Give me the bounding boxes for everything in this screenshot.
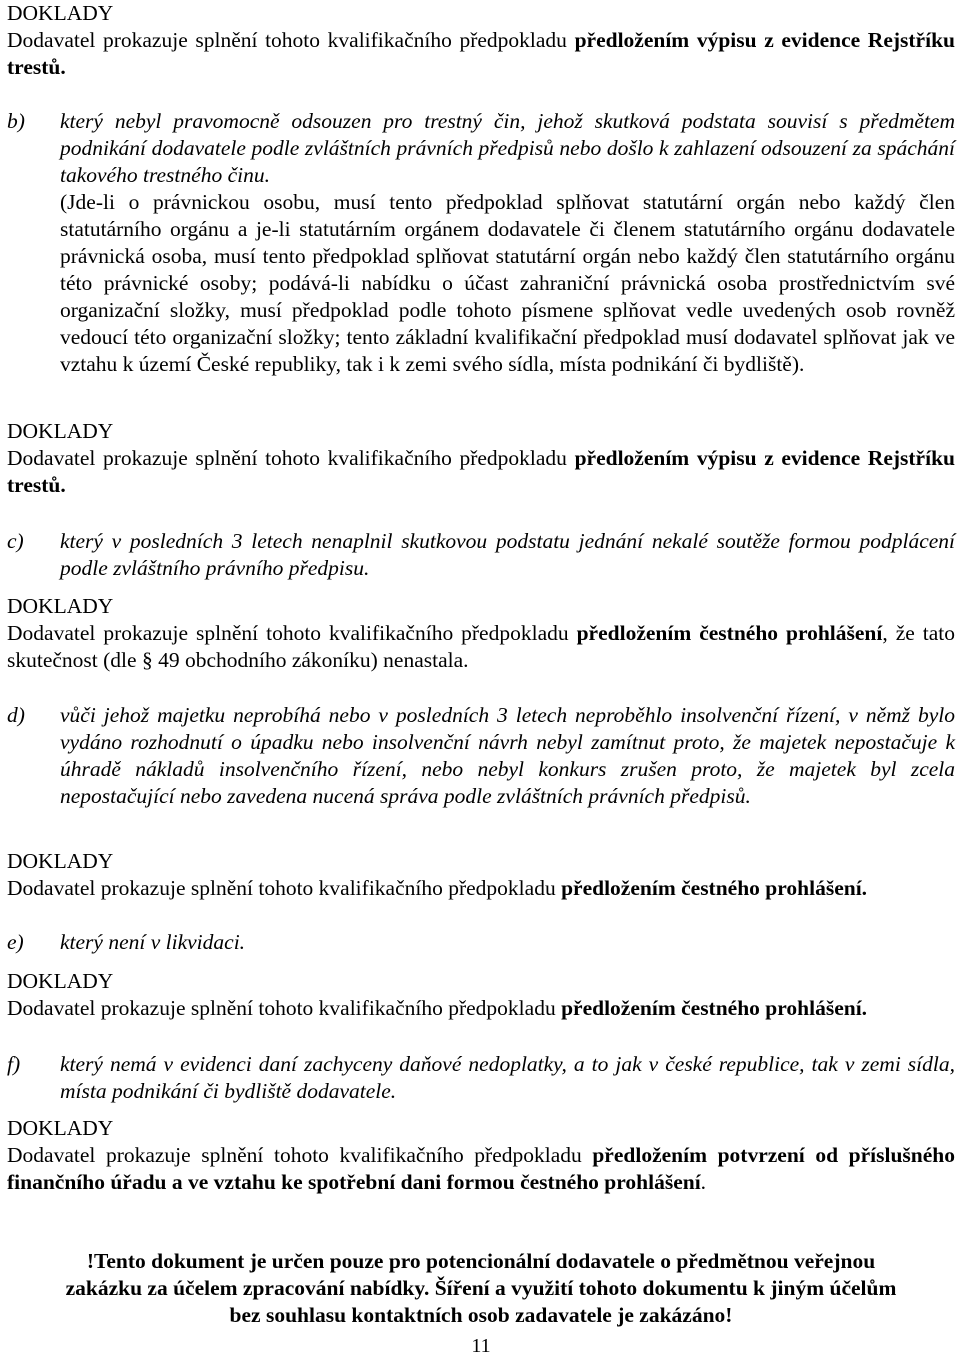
- notice-line: bez souhlasu kontaktních osob zadavatele je zakázáno!: [229, 1303, 733, 1327]
- doklady-tail: .: [700, 1170, 707, 1194]
- item-text: který v posledních 3 letech nenaplnil skutkovou podstatu jednání nekalé soutěže formou podplácení podle zvláštního právního předpisu.: [60, 529, 955, 580]
- doklady-intro: Dodavatel prokazuje splnění tohoto kvalifikačního předpokladu: [7, 28, 567, 52]
- item-text: vůči jehož majetku neprobíhá nebo v posledních 3 letech neproběhlo insolvenční řízení, v němž bylo vydáno rozhodnutí o úpadku nebo insolvenční návrh nebyl zamítnut proto, že majetek nepostačuje k úhradě nákladů insolvenčního řízení, nebo nebyl konkurs zrušen proto, že majetek byl zcela nepostačující nebo zavedena nucená správa podle zvláštních právních předpisů.: [60, 703, 955, 808]
- item-f: [7, 1051, 955, 1105]
- notice-line: !Tento dokument je určen pouze pro potencionální dodavatele o předmětnou veřejnou: [86, 1249, 876, 1273]
- item-c: [7, 528, 955, 582]
- doklady-heading: DOKLADY: [7, 1, 114, 25]
- item-label: f): [7, 1052, 21, 1076]
- doklady-requirement: předložením čestného prohlášení: [576, 621, 883, 645]
- item-e: [7, 929, 955, 956]
- doklady-requirement: předložením čestného prohlášení.: [561, 996, 868, 1020]
- doklady-requirement: předložením potvrzení od příslušného finančního úřadu a ve vztahu ke spotřební dani formou čestného prohlášení: [7, 1143, 955, 1194]
- doklady-tail: , že tato skutečnost (dle § 49 obchodního zákoníku) nenastala.: [7, 621, 955, 672]
- page-number: 11: [471, 1335, 491, 1357]
- doklady-intro: Dodavatel prokazuje splnění tohoto kvalifikačního předpokladu: [7, 876, 556, 900]
- doklady-heading: DOKLADY: [7, 594, 114, 618]
- item-label: e): [7, 930, 24, 954]
- doklady-heading: DOKLADY: [7, 969, 114, 993]
- item-d: [7, 702, 955, 810]
- doklady-intro: Dodavatel prokazuje splnění tohoto kvalifikačního předpokladu: [7, 446, 567, 470]
- doklady-requirement: předložením výpisu z evidence Rejstříku trestů.: [7, 446, 955, 497]
- doklady-requirement: předložením výpisu z evidence Rejstříku trestů.: [7, 28, 955, 79]
- doklady-block-b: [7, 418, 955, 499]
- item-label: c): [7, 529, 24, 553]
- doklady-block-e: [7, 968, 955, 1022]
- doklady-block-c: [7, 593, 955, 674]
- doklady-intro: Dodavatel prokazuje splnění tohoto kvalifikačního předpokladu: [7, 621, 569, 645]
- distribution-notice: [7, 1248, 955, 1329]
- doklady-heading: DOKLADY: [7, 849, 114, 873]
- item-label: d): [7, 703, 25, 727]
- doklady-heading: DOKLADY: [7, 419, 114, 443]
- doklady-requirement: předložením čestného prohlášení.: [561, 876, 868, 900]
- doklady-block-d: [7, 848, 955, 902]
- item-b-parenthetical: (Jde-li o právnickou osobu, musí tento předpoklad splňovat statutární orgán nebo každý člen statutárního orgánu a je-li statutárním orgánem dodavatele či členem statutárního orgánu dodavatele právnická osoba, musí tento předpoklad splňovat statutární orgán nebo každý člen statutárního orgánu této právnické osoby; podává-li nabídku o účast zahraniční právnická osoba prostřednictvím své organizační složky, musí předpoklad podle tohoto písmene splňovat vedle uvedených osob rovněž vedoucí této organizační složky; tento základní kvalifikační předpoklad musí dodavatel splňovat jak ve vztahu k území České republiky, tak i k zemi svého sídla, místa podnikání či bydliště).: [60, 190, 955, 376]
- notice-line: zakázku za účelem zpracování nabídky. Šíření a využití tohoto dokumentu k jiným účelům: [65, 1276, 897, 1300]
- doklady-block-f: [7, 1115, 955, 1196]
- item-text: který nebyl pravomocně odsouzen pro trestný čin, jehož skutková podstata souvisí s předmětem podnikání dodavatele podle zvláštních právních předpisů nebo došlo k zahlazení odsouzení za spáchání takového trestného činu.: [60, 109, 955, 187]
- item-text: který není v likvidaci.: [60, 930, 246, 954]
- item-b: [7, 108, 955, 189]
- item-text: který nemá v evidenci daní zachyceny daňové nedoplatky, a to jak v české republice, tak v zemi sídla, místa podnikání či bydliště dodavatele.: [60, 1052, 955, 1103]
- item-label: b): [7, 109, 25, 133]
- doklady-intro: Dodavatel prokazuje splnění tohoto kvalifikačního předpokladu: [7, 996, 556, 1020]
- doklady-block-top: [7, 0, 955, 81]
- doklady-heading: DOKLADY: [7, 1116, 114, 1140]
- doklady-intro: Dodavatel prokazuje splnění tohoto kvalifikačního předpokladu: [7, 1143, 582, 1167]
